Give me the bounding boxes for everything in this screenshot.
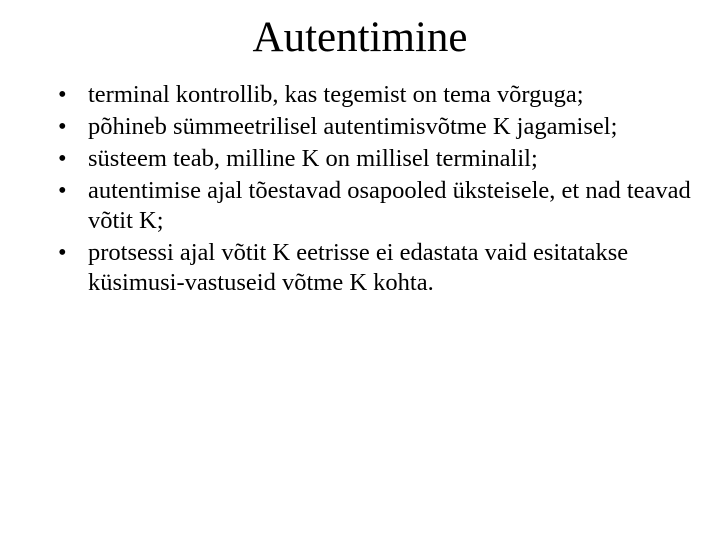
bullet-marker: •	[58, 239, 67, 266]
bullet-marker: •	[58, 81, 67, 108]
bullet-item	[58, 238, 698, 298]
bullet-text: protsessi ajal võtit K eetrisse ei edastata vaid esitatakse küsimusi-vastuseid võtme K kohta.	[88, 239, 629, 296]
bullet-item	[58, 112, 698, 142]
bullet-marker: •	[58, 145, 67, 172]
bullet-marker: •	[58, 177, 67, 204]
bullet-text: põhineb sümmeetrilisel autentimisvõtme K jagamisel;	[88, 113, 618, 140]
bullet-item	[58, 80, 698, 110]
bullet-list	[58, 80, 698, 300]
bullet-text: süsteem teab, milline K on millisel terminalil;	[88, 145, 538, 172]
bullet-marker: •	[58, 113, 67, 140]
bullet-item	[58, 176, 698, 236]
slide-title: Autentimine	[252, 14, 468, 61]
bullet-item	[58, 144, 698, 174]
bullet-text: autentimise ajal tõestavad osapooled üksteisele, et nad teavad võtit K;	[88, 177, 691, 234]
bullet-text: terminal kontrollib, kas tegemist on tema võrguga;	[88, 81, 584, 108]
